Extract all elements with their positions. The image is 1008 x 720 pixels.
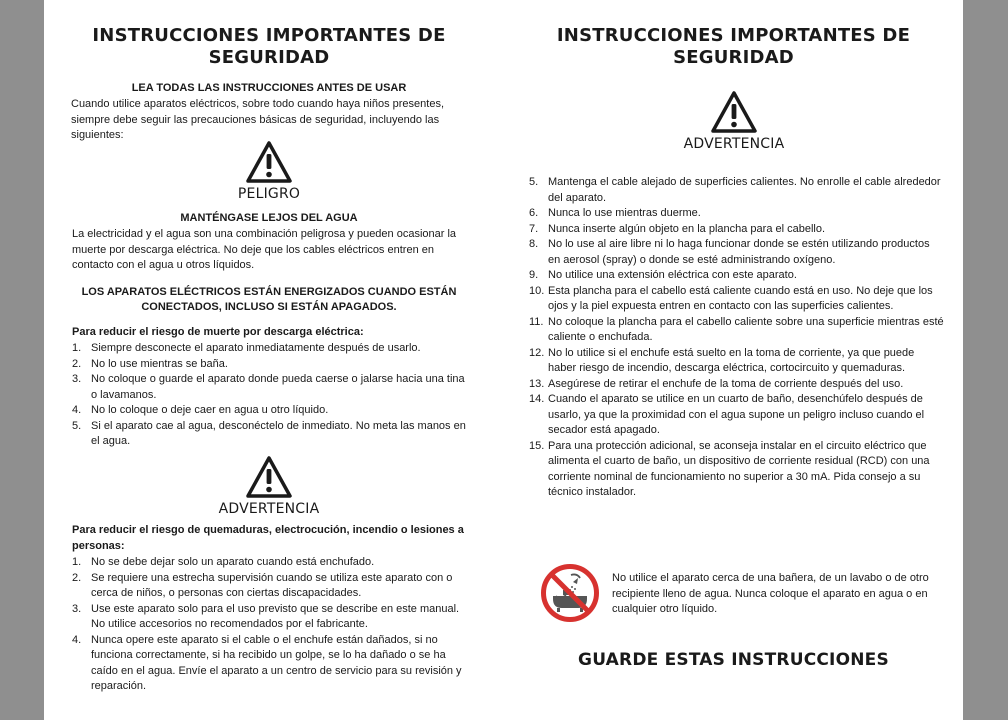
list-item-number: 15. [529, 439, 545, 452]
right-instructions-list [529, 175, 944, 501]
shock-list [72, 341, 472, 450]
danger-warning [204, 140, 334, 202]
list-item [529, 377, 944, 393]
list-item-text: Asegúrese de retirar el enchufe de la toma de corriente después del uso. [548, 377, 904, 390]
list-item-number: 8. [529, 238, 539, 250]
list-item [529, 284, 944, 315]
list-item-number: 5. [72, 419, 82, 432]
list-item [72, 419, 472, 450]
list-item-text: No se debe dejar solo un aparato cuando está enchufado. [91, 556, 375, 568]
warning-block-right [669, 90, 799, 152]
list-item-text: Nunca lo use mientras duerme. [548, 207, 701, 219]
list-item-text: Mantenga el cable alejado de superficies calientes. No enrolle el cable alrededor del aparato. [548, 176, 941, 204]
list-item-number: 5. [529, 176, 539, 188]
list-item-number: 10. [529, 284, 545, 297]
list-item-text: Esta plancha para el cabello está caliente cuando está en uso. No deje que los ojos y la piel expuesta entren en contacto con las superficies calientes. [548, 284, 933, 312]
list-item-text: No lo use al aire libre ni lo haga funcionar donde se estén utilizando productos en aerosol (spray) o donde se esté administrando oxígeno. [548, 238, 930, 266]
list-item-number: 2. [72, 571, 82, 584]
list-item [529, 346, 944, 377]
list-item-text: No lo coloque o deje caer en agua u otro líquido. [91, 404, 329, 416]
list-item-number: 1. [72, 556, 82, 568]
read-all-heading: LEA TODAS LAS INSTRUCCIONES ANTES DE USAR [131, 82, 407, 94]
list-item [72, 602, 472, 633]
right-page-title: INSTRUCCIONES IMPORTANTES DE SEGURIDAD [556, 25, 911, 68]
list-item [72, 555, 472, 571]
warning-triangle-icon [710, 90, 758, 134]
warning-triangle-icon [245, 455, 293, 499]
energized-warning: LOS APARATOS ELÉCTRICOS ESTÁN ENERGIZADOS CUANDO ESTÁN CONECTADOS, INCLUSO SI ESTÁN APAGADOS. [81, 286, 457, 313]
list-item-text: No coloque la plancha para el cabello caliente sobre una superficie mientras esté caliente o enchufada. [548, 315, 944, 343]
list-item-number: 1. [72, 342, 82, 354]
list-item-text: No lo use mientras se baña. [91, 357, 228, 370]
list-item-text: Nunca inserte algún objeto en la plancha para el cabello. [548, 222, 826, 235]
save-instructions-footer: GUARDE ESTAS INSTRUCCIONES [578, 650, 889, 670]
list-item [529, 315, 944, 346]
burn-list [72, 555, 472, 695]
list-item-number: 6. [529, 207, 539, 219]
list-item [529, 439, 944, 501]
no-bathtub-icon [540, 563, 600, 623]
list-item-text: No lo utilice si el enchufe está suelto en la toma de corriente, ya que puede haber riesgo de incendio, descarga eléctrica, cortocircuito y quemaduras. [548, 346, 915, 374]
list-item [72, 372, 472, 403]
warning-label-right: ADVERTENCIA [683, 136, 785, 152]
list-item-text: Para una protección adicional, se aconseja instalar en el circuito eléctrico que alimenta el cuarto de baño, un dispositivo de corriente residual (RCD) con una corriente nominal de funcionamiento no superior a 30 mA. Pida consejo a su técnico instalador. [548, 439, 930, 498]
list-item-number: 9. [529, 269, 539, 281]
left-page [44, 0, 504, 720]
list-item [529, 175, 944, 206]
left-page-title: INSTRUCCIONES IMPORTANTES DE SEGURIDAD [92, 25, 446, 68]
list-item-number: 2. [72, 357, 82, 370]
list-item-number: 12. [529, 346, 545, 359]
right-page [504, 0, 963, 720]
list-item [529, 268, 944, 284]
list-item-number: 13. [529, 377, 545, 390]
list-item-text: Se requiere una estrecha supervisión cuando se utiliza este aparato con o cerca de niños, o personas con ciertas discapacidades. [91, 571, 453, 599]
list-item-text: Nunca opere este aparato si el cable o el enchufe están dañados, si no funciona correctamente, si ha recibido un golpe, se lo ha dañado o se ha caído en el agua. Envíe el aparato a un centro de servicio para su revisión y reparación. [91, 633, 462, 692]
list-item-number: 7. [529, 222, 539, 235]
intro-paragraph: Cuando utilice aparatos eléctricos, sobre todo cuando haya niños presentes, siempre debe seguir las precauciones básicas de seguridad, incluyendo las siguientes: [71, 98, 445, 141]
list-item-text: No coloque o guarde el aparato donde pueda caerse o jalarse hacia una tina o lavamanos. [91, 373, 465, 401]
warning-block [204, 455, 334, 517]
list-item-text: No utilice una extensión eléctrica con este aparato. [548, 269, 797, 281]
list-item-number: 14. [529, 393, 545, 405]
list-item [72, 341, 472, 357]
list-item [529, 392, 944, 439]
list-item [72, 403, 472, 419]
list-item [529, 237, 944, 268]
list-item-text: Cuando el aparato se utilice en un cuarto de baño, desenchúfelo después de usarlo, ya que la proximidad con el agua supone un peligro incluso cuando el secador está apagado. [548, 393, 925, 436]
list-item [72, 633, 472, 695]
list-item-number: 4. [72, 633, 82, 646]
list-item-text: Si el aparato cae al agua, desconéctelo de inmediato. No meta las manos en el agua. [91, 419, 466, 447]
list-item [529, 222, 944, 238]
danger-label: PELIGRO [237, 186, 301, 202]
left-margin [0, 0, 44, 720]
list-item-text: Use este aparato solo para el uso previsto que se describe en este manual. No utilice accesorios no recomendados por el fabricante. [91, 602, 460, 630]
list-item-number: 4. [72, 404, 82, 416]
bathtub-warning-text: No utilice el aparato cerca de una bañera, de un lavabo o de otro recipiente lleno de agua. Nunca coloque el aparato en agua o en cualquier otro líquido. [612, 572, 929, 615]
list-item-number: 11. [529, 315, 544, 328]
water-paragraph: La electricidad y el agua son una combinación peligrosa y pueden ocasionar la muerte por descarga eléctrica. No deje que los cables eléctricos entren en contacto con el agua u otros líquidos. [72, 228, 457, 271]
keep-away-heading: MANTÉNGASE LEJOS DEL AGUA [180, 212, 358, 224]
warning-triangle-icon [245, 140, 293, 184]
list-item-text: Siempre desconecte el aparato inmediatamente después de usarlo. [91, 342, 421, 354]
warning-label: ADVERTENCIA [218, 501, 320, 517]
list-item [72, 357, 472, 373]
right-margin [963, 0, 1008, 720]
list-item [72, 571, 472, 602]
shock-heading: Para reducir el riesgo de muerte por descarga eléctrica: [72, 326, 364, 338]
list-item-number: 3. [72, 602, 82, 615]
list-item [529, 206, 944, 222]
burn-heading: Para reducir el riesgo de quemaduras, electrocución, incendio o lesiones a personas: [72, 524, 464, 552]
list-item-number: 3. [72, 373, 82, 385]
